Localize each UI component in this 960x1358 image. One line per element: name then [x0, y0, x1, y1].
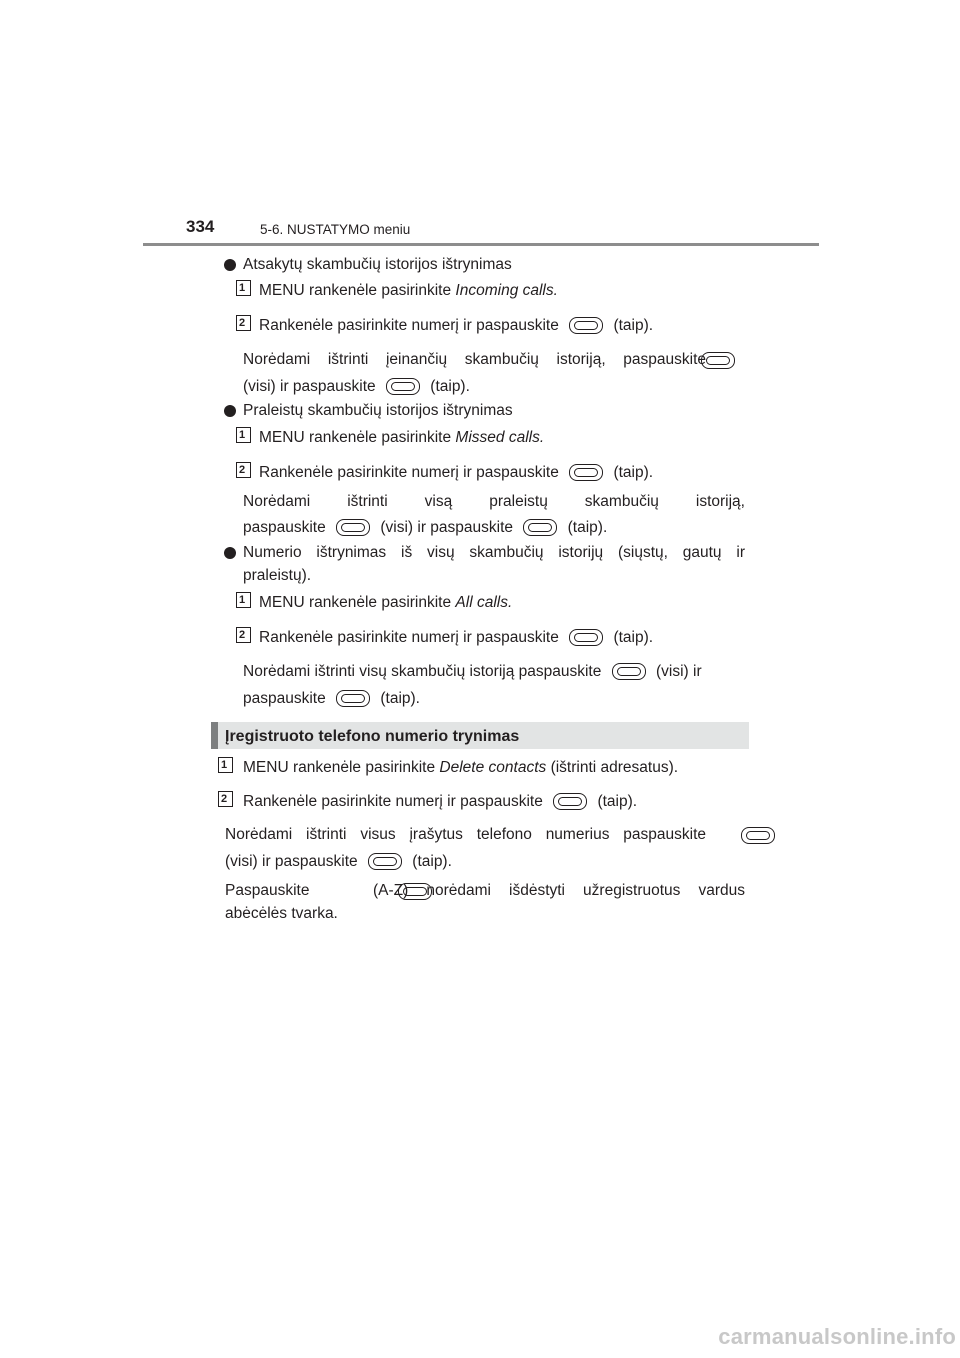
push-button-icon — [569, 629, 603, 646]
sort-contacts-line1-a: Paspauskite — [225, 882, 310, 899]
step-badge-1: 1 — [236, 280, 251, 296]
step-badge-2: 2 — [236, 315, 251, 331]
note-all-line2 — [243, 689, 420, 709]
bullet-icon — [224, 405, 236, 417]
note-text: paspauskite — [243, 519, 326, 536]
page-number: 334 — [186, 217, 215, 236]
note-missed-line2 — [243, 518, 607, 538]
note-contacts-line2 — [225, 852, 452, 872]
push-button-icon — [386, 378, 420, 395]
watermark: carmanualsonline.info — [718, 1324, 956, 1349]
step-text: Rankenėle pasirinkite numerį ir paspauskite — [259, 464, 559, 481]
step-incoming-2 — [259, 316, 653, 336]
bullet-icon — [224, 547, 236, 559]
subsection-heading-bar — [211, 722, 218, 749]
bullet-all-line2: praleistų). — [243, 567, 312, 584]
push-button-icon — [336, 690, 370, 707]
step-text: MENU rankenėle pasirinkite — [259, 282, 456, 299]
bullet-incoming: Atsakytų skambučių istorijos ištrynimas — [243, 256, 512, 273]
note-text: Norėdami ištrinti visų skambučių istoriją paspauskite — [243, 663, 602, 680]
bullet-icon — [224, 259, 236, 271]
bullet-all-line1: Numerio ištrynimas iš visų skambučių istorijų (siųstų, gautų ir — [243, 544, 745, 561]
section-title: 5-6. NUSTATYMO meniu — [260, 222, 411, 237]
note-text: paspauskite — [243, 690, 326, 707]
note-text: (visi) ir paspauskite — [225, 853, 358, 870]
push-button-icon — [336, 519, 370, 536]
menu-option: Incoming calls. — [455, 282, 558, 299]
push-button-icon — [741, 827, 775, 844]
menu-option: All calls. — [455, 594, 513, 611]
note-missed-line1: Norėdami ištrinti visą praleistų skambučių istoriją, — [243, 493, 745, 510]
push-button-icon — [569, 317, 603, 334]
step-incoming-1 — [259, 281, 558, 301]
note-text: (taip). — [567, 519, 608, 536]
push-button-icon — [553, 793, 587, 810]
note-text: (taip). — [412, 853, 452, 870]
step-badge-2: 2 — [236, 627, 251, 643]
note-text: (visi) ir — [656, 663, 702, 680]
step-text: (ištrinti adresatus). — [546, 759, 679, 776]
step-badge-1: 1 — [218, 757, 233, 773]
note-text: (taip). — [380, 690, 420, 707]
step-badge-2: 2 — [218, 791, 233, 807]
menu-option: Delete contacts — [439, 759, 547, 776]
step-text: Rankenėle pasirinkite numerį ir paspauskite — [259, 317, 559, 334]
step-text: Rankenėle pasirinkite numerį ir paspauskite — [243, 793, 543, 810]
note-incoming-line1: Norėdami ištrinti įeinančių skambučių istoriją, paspauskite — [243, 351, 706, 368]
step-missed-2 — [259, 463, 653, 483]
push-button-icon — [523, 519, 557, 536]
push-button-icon — [612, 663, 646, 680]
bullet-missed: Praleistų skambučių istorijos ištrynimas — [243, 402, 513, 419]
step-text: (taip). — [613, 629, 654, 646]
step-text: (taip). — [613, 317, 654, 334]
step-badge-1: 1 — [236, 427, 251, 443]
step-text: Rankenėle pasirinkite numerį ir paspauskite — [259, 629, 559, 646]
step-text: (taip). — [613, 464, 654, 481]
note-contacts-line1: Norėdami ištrinti visus įrašytus telefono numerius paspauskite — [225, 826, 706, 843]
note-incoming-line2 — [243, 377, 470, 397]
note-text: (taip). — [430, 378, 470, 395]
step-contacts-2 — [243, 792, 637, 812]
step-text: MENU rankenėle pasirinkite — [243, 759, 440, 776]
step-badge-1: 1 — [236, 592, 251, 608]
push-button-icon — [569, 464, 603, 481]
step-all-2 — [259, 628, 653, 648]
header-rule — [143, 243, 819, 246]
step-text: MENU rankenėle pasirinkite — [259, 429, 456, 446]
subsection-heading: Įregistruoto telefono numerio trynimas — [225, 728, 520, 745]
step-missed-1 — [259, 428, 544, 448]
note-text: (visi) ir paspauskite — [380, 519, 514, 536]
push-button-icon — [368, 853, 402, 870]
menu-option: Missed calls. — [455, 429, 545, 446]
step-text: MENU rankenėle pasirinkite — [259, 594, 456, 611]
step-contacts-1 — [243, 758, 678, 778]
note-text: (visi) ir paspauskite — [243, 378, 376, 395]
step-text: (taip). — [597, 793, 638, 810]
sort-contacts-line2: abėcėlės tvarka. — [225, 905, 338, 922]
step-badge-2: 2 — [236, 462, 251, 478]
step-all-1 — [259, 593, 512, 613]
note-all-line1 — [243, 662, 702, 682]
push-button-icon — [701, 352, 735, 369]
sort-contacts-line1-b: (A-Z) norėdami išdėstyti užregistruotus vardus — [373, 882, 745, 899]
